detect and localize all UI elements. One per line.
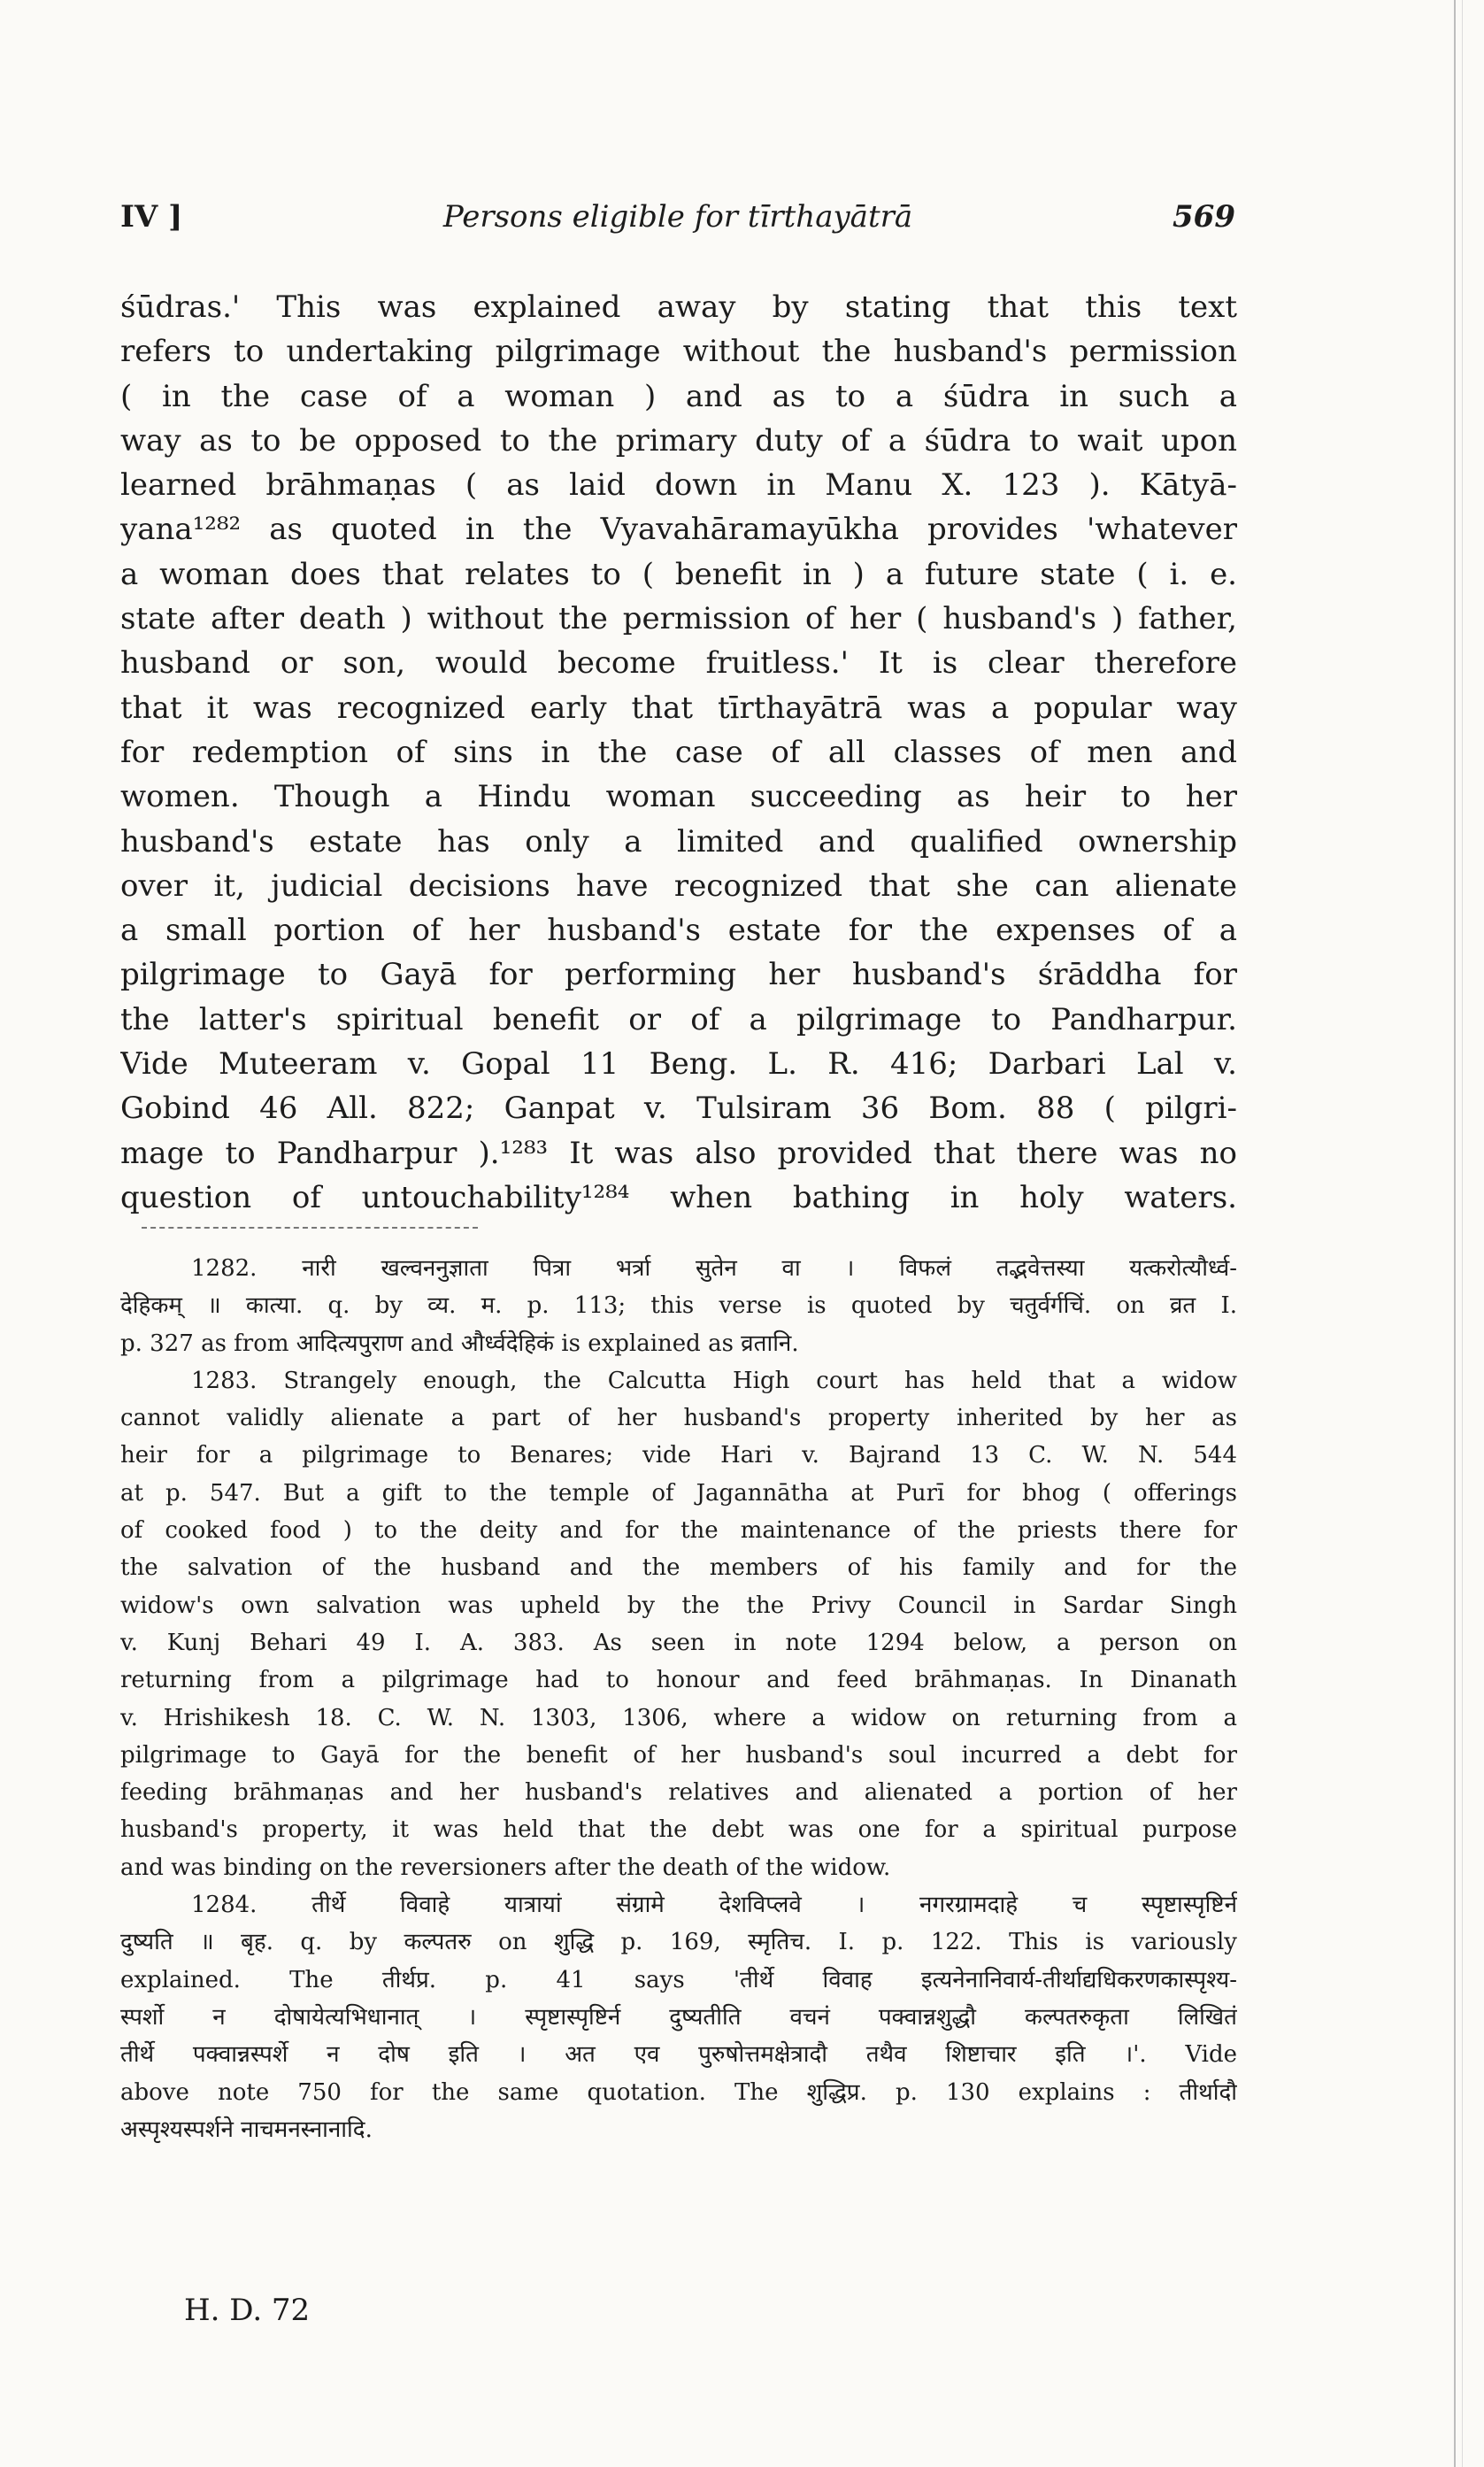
page-edge-line-inner (1462, 0, 1463, 2467)
footnote-line: above note 750 for the same quotation. The शुद्धिप्र. p. 130 explains : तीर्थादौ (120, 2078, 1237, 2106)
footnote-line: at p. 547. But a gift to the temple of Jagannātha at Purī for bhog ( offerings (120, 1479, 1237, 1507)
body-line: husband's estate has only a limited and qualified ownership (120, 823, 1237, 860)
body-line: ( in the case of a woman ) and as to a śūdra in such a (120, 378, 1237, 414)
running-head (120, 199, 1235, 252)
footnote-line: 1283. Strangely enough, the Calcutta High court has held that a widow (191, 1367, 1237, 1394)
body-line: way as to be opposed to the primary duty of a śūdra to wait upon (120, 422, 1237, 459)
footnote-line: p. 327 as from आदित्यपुराण and और्ध्वदेहिकं is explained as व्रतानि. (120, 1330, 799, 1357)
footnote-line: husband's property, it was held that the debt was one for a spiritual purpose (120, 1816, 1237, 1844)
footnote-line: देहिकम् ॥ कात्या. q. by व्य. म. p. 113; this verse is quoted by चतुर्वर्गचिं. on व्रत I. (120, 1292, 1237, 1320)
footnote-line: explained. The तीर्थप्र. p. 41 says 'तीर्थे विवाह इत्यनेनानिवार्य-तीर्थाद्यधिकरणकास्पृश्य- (120, 1966, 1237, 1993)
body-line: refers to undertaking pilgrimage without the husband's permission (120, 334, 1237, 370)
body-line: question of untouchability¹²⁸⁴ when bathing in holy waters. (120, 1179, 1237, 1215)
footnote-1282 (120, 1250, 1237, 1362)
footnote-separator (142, 1227, 478, 1229)
footnote-line: तीर्थे पक्वान्नस्पर्शे न दोष इति । अत एव पुरुषोत्तमक्षेत्रादौ तथैव शिष्टाचार इति ।'. Vide (120, 2041, 1237, 2069)
body-line: the latter's spiritual benefit or of a pilgrimage to Pandharpur. (120, 1001, 1237, 1037)
body-line: state after death ) without the permission of her ( husband's ) father, (120, 601, 1237, 637)
body-line: women. Though a Hindu woman succeeding as heir to her (120, 779, 1237, 815)
footnote-line: v. Hrishikesh 18. C. W. N. 1303, 1306, where a widow on returning from a (120, 1704, 1237, 1731)
footnote-line: returning from a pilgrimage had to honour and feed brāhmaṇas. In Dinanath (120, 1667, 1237, 1694)
footnote-line: of cooked food ) to the deity and for the maintenance of the priests there for (120, 1517, 1237, 1545)
footnote-1283 (120, 1362, 1237, 1886)
body-line: mage to Pandharpur ).¹²⁸³ It was also provided that there was no (120, 1135, 1237, 1171)
body-line: for redemption of sins in the case of all classes of men and (120, 734, 1237, 770)
body-line: Vide Muteeram v. Gopal 11 Beng. L. R. 416; Darbari Lal v. (120, 1046, 1237, 1083)
footnote-line: cannot validly alienate a part of her husband's property inherited by her as (120, 1405, 1237, 1432)
body-line: husband or son, would become fruitless.' It is clear therefore (120, 645, 1237, 682)
footnote-line: feeding brāhmaṇas and her husband's relatives and alienated a portion of her (120, 1779, 1237, 1807)
body-line: yana¹²⁸² as quoted in the Vyavahāramayūkha provides 'whatever (120, 512, 1237, 548)
footnote-line: pilgrimage to Gayā for the benefit of her husband's soul incurred a debt for (120, 1741, 1237, 1769)
body-line: over it, judicial decisions have recognized that she can alienate (120, 867, 1237, 904)
body-line: pilgrimage to Gayā for performing her husband's śrāddha for (120, 957, 1237, 993)
footnote-line: 1284. तीर्थे विवाहे यात्रायां संग्रामे देशविप्लवे । नगरग्रामदाहे च स्पृष्टास्पृष्टिर्न (191, 1892, 1237, 1919)
footnote-1284 (120, 1886, 1237, 2148)
footnote-line: अस्पृश्यस्पर्शने नाचमनस्नानादि. (120, 2116, 373, 2143)
body-line: a woman does that relates to ( benefit in ) a future state ( i. e. (120, 556, 1237, 592)
footnote-line: heir for a pilgrimage to Benares; vide Hari v. Bajrand 13 C. W. N. 544 (120, 1442, 1237, 1469)
footnote-line: v. Kunj Behari 49 I. A. 383. As seen in note 1294 below, a person on (120, 1629, 1237, 1656)
body-line: learned brāhmaṇas ( as laid down in Manu X. 123 ). Kātyā- (120, 467, 1237, 504)
body-line: Gobind 46 All. 822; Ganpat v. Tulsiram 36 Bom. 88 ( pilgri- (120, 1091, 1237, 1127)
footnote-line: दुष्यति ॥ बृह. q. by कल्पतरु on शुद्धि p. 169, स्मृतिच. I. p. 122. This is variously (120, 1929, 1237, 1956)
footnote-line: and was binding on the reversioners after the death of the widow. (120, 1854, 891, 1881)
body-line: śūdras.' This was explained away by stating that this text (120, 289, 1237, 325)
page-edge-line (1454, 0, 1456, 2467)
footnote-line: स्पर्शो न दोषायेत्यभिधानात् । स्पृष्टास्पृष्टिर्न दुष्यतीति वचनं पक्वान्नशुद्धौ कल्पतरुकृता लिखितं (120, 2003, 1237, 2031)
footnote-line: the salvation of the husband and the members of his family and for the (120, 1554, 1237, 1582)
page-number: 569 (1173, 199, 1235, 235)
footnote-line: 1282. नारी खल्वननुज्ञाता पित्रा भर्त्रा सुतेन वा । विफलं तद्भवेत्तस्या यत्करोत्यौर्ध्व- (191, 1255, 1237, 1282)
body-line: that it was recognized early that tīrthayātrā was a popular way (120, 690, 1237, 726)
page-title: Persons eligible for tīrthayātrā (442, 199, 913, 235)
body-paragraph (120, 285, 1237, 1220)
chapter-label: IV ] (120, 199, 183, 235)
signature-mark: H. D. 72 (184, 2293, 311, 2328)
footnotes (120, 1250, 1237, 2148)
footnote-line: widow's own salvation was upheld by the the Privy Council in Sardar Singh (120, 1592, 1237, 1619)
body-line: a small portion of her husband's estate for the expenses of a (120, 913, 1237, 949)
